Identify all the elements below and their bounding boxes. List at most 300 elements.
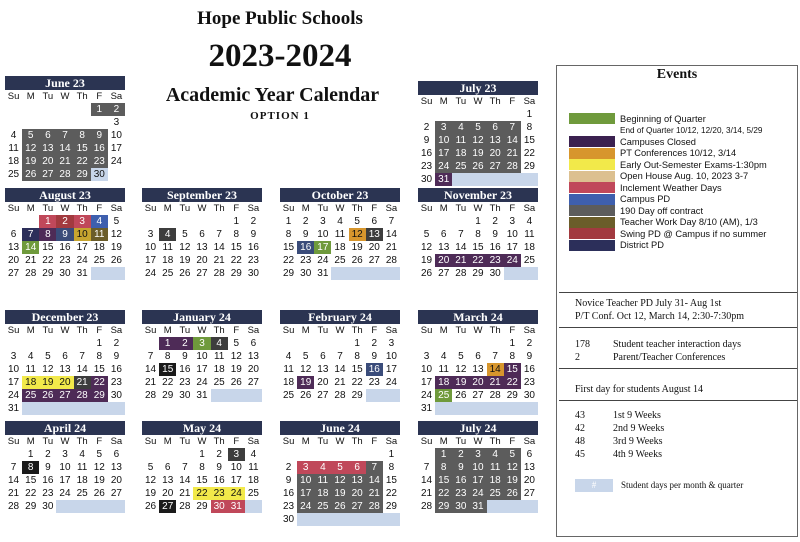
note-row: P/T Conf. Oct 12, March 14, 2:30-7:30pm	[575, 311, 744, 322]
weekday-label: Th	[351, 325, 363, 336]
day-cell: 26	[145, 501, 157, 512]
day-cell: 21	[504, 147, 521, 160]
day-cell: 13	[8, 242, 20, 253]
day-cell: 1	[159, 337, 176, 350]
day-cell: 4	[314, 461, 331, 474]
day-cell	[176, 448, 193, 461]
day-cell: 5	[113, 216, 120, 227]
legend-swatch	[569, 240, 615, 251]
day-cell: 22	[25, 488, 37, 499]
day-cell	[74, 116, 91, 129]
day-cell: 28	[489, 390, 501, 401]
day-cell: 30	[247, 268, 259, 279]
day-cell: 1	[388, 449, 395, 460]
day-cell: 19	[22, 155, 39, 168]
weekday-label: M	[439, 203, 448, 214]
weekday-label: Th	[489, 203, 501, 214]
day-cell: 22	[193, 487, 210, 500]
day-cell: 28	[74, 389, 91, 402]
day-cell: 10	[435, 134, 452, 147]
weekday-label: Tu	[317, 436, 329, 447]
month-grid	[5, 90, 125, 181]
day-cell: 7	[216, 229, 222, 240]
day-cell: 12	[349, 228, 366, 241]
weekday-label: Th	[351, 203, 363, 214]
day-cell: 11	[8, 143, 19, 154]
day-cell: 2	[302, 216, 309, 227]
month-grid	[418, 435, 538, 513]
day-cell: 30	[283, 514, 295, 525]
day-cell: 26	[230, 377, 242, 388]
weekday-label: F	[233, 325, 240, 336]
day-cell: 24	[76, 255, 88, 266]
weekday-label: M	[26, 325, 35, 336]
day-cell: 4	[27, 351, 34, 362]
day-cell: 17	[110, 143, 122, 154]
day-cell: 6	[349, 461, 366, 474]
divider	[559, 368, 797, 369]
day-cell: 16	[42, 475, 54, 486]
day-cell: 1	[233, 216, 240, 227]
day-cell: 4	[10, 130, 17, 141]
weekday-label: Su	[7, 203, 20, 214]
day-cell: 25	[283, 390, 295, 401]
weekday-label: M	[439, 436, 448, 447]
day-cell	[5, 103, 22, 116]
weekday-label: M	[301, 203, 310, 214]
day-cell	[435, 337, 452, 350]
events-legend	[569, 113, 791, 251]
day-cell: 31	[421, 403, 433, 414]
day-cell	[521, 173, 538, 186]
day-cell: 9	[45, 462, 51, 473]
day-cell: 28	[366, 500, 383, 513]
day-cell	[39, 337, 56, 350]
weekday-label: W	[197, 436, 207, 447]
day-cell: 21	[25, 255, 37, 266]
weekday-label: Su	[282, 325, 295, 336]
month-grid	[5, 324, 125, 415]
day-cell: 3	[74, 215, 91, 228]
day-cell: 3	[193, 337, 210, 350]
weekday-label: W	[197, 325, 207, 336]
weekday-label: Sa	[110, 91, 123, 102]
day-cell	[22, 402, 39, 415]
day-cell: 15	[196, 475, 208, 486]
day-cell: 24	[421, 390, 433, 401]
weekday-label: Su	[7, 91, 20, 102]
day-cell: 16	[523, 364, 535, 375]
day-cell: 19	[230, 364, 242, 375]
weekday-label: F	[96, 91, 103, 102]
day-cell: 25	[452, 160, 469, 173]
day-cell: 18	[93, 242, 105, 253]
weekday-label: W	[335, 203, 345, 214]
day-cell: 10	[74, 228, 91, 241]
day-cell: 1	[526, 109, 533, 120]
day-cell: 15	[472, 242, 484, 253]
day-cell: 23	[421, 161, 433, 172]
day-cell: 13	[438, 242, 450, 253]
day-cell	[74, 500, 91, 513]
day-cell: 26	[455, 390, 467, 401]
day-cell	[504, 173, 521, 186]
day-cell: 18	[523, 242, 535, 253]
day-cell: 31	[8, 403, 20, 414]
day-cell	[5, 337, 22, 350]
day-cell: 29	[385, 501, 397, 512]
day-cell: 28	[8, 501, 20, 512]
day-cell: 30	[110, 390, 122, 401]
day-cell: 22	[351, 377, 363, 388]
weekday-label: Sa	[523, 436, 536, 447]
legend-item	[569, 217, 791, 229]
day-cell: 6	[39, 129, 56, 142]
day-cell: 11	[487, 461, 504, 474]
day-cell: 1	[91, 103, 108, 116]
day-cell	[366, 513, 383, 526]
day-cell: 10	[196, 351, 208, 362]
day-cell: 17	[435, 147, 452, 160]
month-grid	[142, 202, 262, 280]
day-cell: 3	[62, 449, 68, 460]
day-cell: 18	[76, 475, 88, 486]
day-cell: 17	[297, 487, 314, 500]
legend-label: 190 Day off contract	[620, 205, 704, 216]
day-cell: 23	[452, 487, 469, 500]
day-cell: 8	[39, 228, 56, 241]
day-cell: 12	[300, 364, 312, 375]
day-cell: 12	[504, 461, 521, 474]
day-cell: 30	[452, 500, 469, 513]
day-cell: 6	[320, 351, 326, 362]
day-cell: 25	[93, 255, 105, 266]
day-cell: 7	[492, 351, 498, 362]
month-dec23	[5, 310, 125, 415]
day-cell: 14	[421, 475, 433, 486]
day-cell: 27	[39, 168, 56, 181]
day-cell: 2	[250, 216, 257, 227]
day-cell	[314, 513, 331, 526]
day-cell: 25	[247, 488, 259, 499]
weekday-label: M	[26, 436, 35, 447]
day-cell: 22	[283, 255, 295, 266]
day-cell	[418, 448, 435, 461]
day-cell: 15	[230, 242, 242, 253]
day-cell: 7	[182, 462, 188, 473]
weekday-label: Su	[420, 96, 433, 107]
month-title: July 23	[418, 81, 538, 95]
day-cell: 31	[435, 173, 452, 186]
day-cell: 7	[366, 461, 383, 474]
day-cell: 8	[388, 462, 395, 473]
day-cell: 9	[182, 351, 188, 362]
day-cell	[142, 448, 159, 461]
legend-item	[569, 113, 791, 125]
day-cell: 5	[331, 461, 348, 474]
day-cell: 15	[504, 363, 521, 376]
divider	[559, 327, 797, 328]
day-cell: 1	[435, 448, 452, 461]
weekday-label: Su	[7, 325, 20, 336]
day-cell	[56, 402, 73, 415]
day-cell: 8	[285, 229, 292, 240]
count-row: 2 Parent/Teacher Conferences	[575, 352, 726, 363]
day-cell: 16	[247, 242, 259, 253]
legend-label: District PD	[620, 240, 664, 251]
weekday-label: M	[163, 436, 172, 447]
weekday-label: W	[60, 203, 70, 214]
day-cell	[383, 267, 400, 280]
weekday-label: Sa	[110, 325, 123, 336]
day-cell: 4	[159, 228, 176, 241]
day-cell: 15	[385, 475, 397, 486]
day-cell: 2	[492, 216, 498, 227]
day-cell: 14	[8, 475, 20, 486]
legend-item	[569, 228, 791, 240]
day-cell: 15	[74, 142, 91, 155]
day-cell: 28	[421, 501, 433, 512]
day-cell: 1	[285, 216, 292, 227]
day-cell: 5	[96, 449, 103, 460]
day-cell: 16	[297, 241, 314, 254]
weekday-label: W	[60, 325, 70, 336]
day-cell	[487, 108, 504, 121]
legend-swatch	[569, 171, 615, 182]
day-cell	[314, 448, 331, 461]
legend-swatch	[569, 194, 615, 205]
weeks-row: 48 3rd 9 Weeks	[575, 436, 663, 447]
day-cell: 18	[213, 364, 225, 375]
day-cell: 31	[317, 268, 329, 279]
day-cell: 5	[504, 448, 521, 461]
day-cell: 26	[93, 488, 105, 499]
day-cell: 11	[91, 228, 108, 241]
day-cell	[108, 168, 125, 181]
day-cell: 4	[91, 215, 108, 228]
day-cell: 14	[145, 364, 157, 375]
month-aug23	[5, 188, 125, 280]
legend-item	[569, 171, 791, 183]
divider	[559, 400, 797, 401]
day-cell: 26	[22, 168, 39, 181]
day-cell: 18	[247, 475, 259, 486]
legend-item	[569, 148, 791, 160]
day-cell	[5, 116, 22, 129]
day-cell: 7	[388, 216, 395, 227]
day-cell: 27	[247, 377, 259, 388]
legend-swatch	[569, 217, 615, 228]
day-cell: 21	[487, 376, 504, 389]
day-cell: 5	[182, 229, 188, 240]
day-cell: 4	[337, 216, 343, 227]
day-cell: 11	[162, 242, 173, 253]
day-cell: 2	[45, 449, 51, 460]
weekday-label: F	[96, 203, 103, 214]
day-cell: 6	[199, 229, 205, 240]
day-cell: 14	[487, 363, 504, 376]
day-cell: 4	[487, 448, 504, 461]
weekday-label: F	[233, 203, 240, 214]
weekday-label: Tu	[179, 203, 191, 214]
day-cell: 14	[504, 134, 521, 147]
day-cell: 13	[487, 134, 504, 147]
day-cell: 25	[8, 169, 20, 180]
day-cell: 24	[59, 488, 71, 499]
divider	[559, 292, 797, 293]
day-cell: 2	[371, 338, 378, 349]
day-cell: 28	[385, 255, 397, 266]
day-cell: 29	[91, 389, 108, 402]
day-cell: 7	[79, 351, 85, 362]
legend-swatch	[569, 182, 615, 193]
day-cell: 20	[523, 475, 535, 486]
day-cell: 26	[39, 389, 56, 402]
day-cell: 14	[455, 242, 467, 253]
day-cell: 22	[42, 255, 54, 266]
day-cell	[349, 448, 366, 461]
day-cell	[487, 402, 504, 415]
day-cell: 26	[179, 268, 191, 279]
day-cell: 1	[509, 338, 516, 349]
day-cell: 13	[349, 474, 366, 487]
day-cell: 7	[147, 351, 154, 362]
day-cell: 9	[423, 135, 430, 146]
day-cell: 15	[42, 242, 54, 253]
day-cell: 25	[162, 268, 174, 279]
day-cell: 19	[39, 376, 56, 389]
day-cell: 8	[354, 351, 360, 362]
day-cell	[521, 267, 538, 280]
day-cell: 19	[351, 242, 363, 253]
footer-swatch: #	[575, 479, 613, 492]
day-cell	[56, 116, 73, 129]
day-cell: 11	[438, 364, 449, 375]
day-cell: 3	[10, 351, 17, 362]
day-cell: 21	[8, 488, 20, 499]
day-cell: 22	[523, 148, 535, 159]
day-cell: 22	[504, 376, 521, 389]
weekday-label: Tu	[42, 91, 54, 102]
day-cell	[108, 500, 125, 513]
day-cell: 9	[371, 351, 378, 362]
day-cell	[159, 215, 176, 228]
day-cell: 18	[22, 376, 39, 389]
weekday-label: Th	[76, 91, 88, 102]
day-cell: 3	[423, 351, 430, 362]
month-jul24	[418, 421, 538, 513]
weekday-label: Th	[489, 436, 501, 447]
day-cell: 14	[366, 474, 383, 487]
legend-label: Campuses Closed	[620, 136, 696, 147]
day-cell: 3	[228, 448, 245, 461]
day-cell: 23	[110, 377, 122, 388]
day-cell: 28	[334, 390, 346, 401]
weekday-label: W	[473, 325, 483, 336]
day-cell: 1	[354, 338, 360, 349]
day-cell: 11	[248, 462, 259, 473]
month-title: December 23	[5, 310, 125, 324]
weekday-label: Su	[144, 203, 157, 214]
day-cell: 6	[10, 229, 17, 240]
day-cell: 22	[74, 155, 91, 168]
day-cell: 18	[435, 376, 452, 389]
day-cell: 11	[76, 462, 88, 473]
legend-item	[569, 136, 791, 148]
day-cell: 3	[509, 216, 516, 227]
day-cell: 8	[96, 351, 103, 362]
weekday-label: Sa	[110, 436, 123, 447]
day-cell	[56, 500, 73, 513]
day-cell: 21	[421, 488, 433, 499]
day-cell: 20	[110, 475, 122, 486]
legend-swatch	[569, 113, 615, 124]
weekday-label: Th	[213, 436, 225, 447]
day-cell	[74, 337, 91, 350]
legend-label: Inclement Weather Days	[620, 182, 722, 193]
day-cell: 4	[440, 351, 447, 362]
day-cell: 16	[489, 242, 501, 253]
day-cell	[418, 337, 435, 350]
day-cell: 11	[25, 364, 36, 375]
events-panel	[556, 65, 798, 537]
day-cell: 30	[489, 268, 501, 279]
day-cell: 28	[56, 168, 73, 181]
day-cell: 6	[164, 462, 171, 473]
day-cell: 15	[93, 364, 105, 375]
weekday-label: Sa	[247, 203, 260, 214]
day-cell: 25	[435, 389, 452, 402]
legend-swatch	[569, 148, 615, 159]
legend-swatch	[569, 228, 615, 239]
day-cell: 19	[469, 147, 486, 160]
day-cell: 22	[230, 255, 242, 266]
day-cell	[297, 513, 314, 526]
day-cell: 24	[228, 487, 245, 500]
day-cell: 2	[176, 337, 193, 350]
legend-item	[569, 240, 791, 252]
day-cell: 5	[469, 121, 486, 134]
day-cell	[159, 448, 176, 461]
month-title: June 23	[5, 76, 125, 90]
month-title: January 24	[142, 310, 262, 324]
legend-label: Open House Aug. 10, 2023 3-7	[620, 171, 749, 182]
weekday-label: Th	[76, 436, 88, 447]
month-grid	[418, 95, 538, 186]
weekday-label: M	[301, 436, 310, 447]
day-cell: 19	[110, 242, 122, 253]
legend-label: Beginning of Quarter	[620, 113, 706, 124]
day-cell	[39, 103, 56, 116]
day-cell: 31	[228, 500, 245, 513]
day-cell: 15	[351, 364, 363, 375]
month-jun24	[280, 421, 400, 526]
day-cell: 21	[56, 155, 73, 168]
day-cell: 27	[8, 268, 20, 279]
day-cell: 28	[213, 268, 225, 279]
day-cell	[452, 402, 469, 415]
day-cell	[469, 337, 486, 350]
day-cell: 14	[76, 364, 88, 375]
weekday-label: W	[473, 96, 483, 107]
day-cell: 28	[145, 390, 157, 401]
day-cell: 10	[145, 242, 157, 253]
day-cell	[435, 402, 452, 415]
day-cell: 18	[452, 147, 469, 160]
day-cell: 20	[349, 487, 366, 500]
day-cell: 27	[349, 500, 366, 513]
day-cell: 26	[469, 160, 486, 173]
